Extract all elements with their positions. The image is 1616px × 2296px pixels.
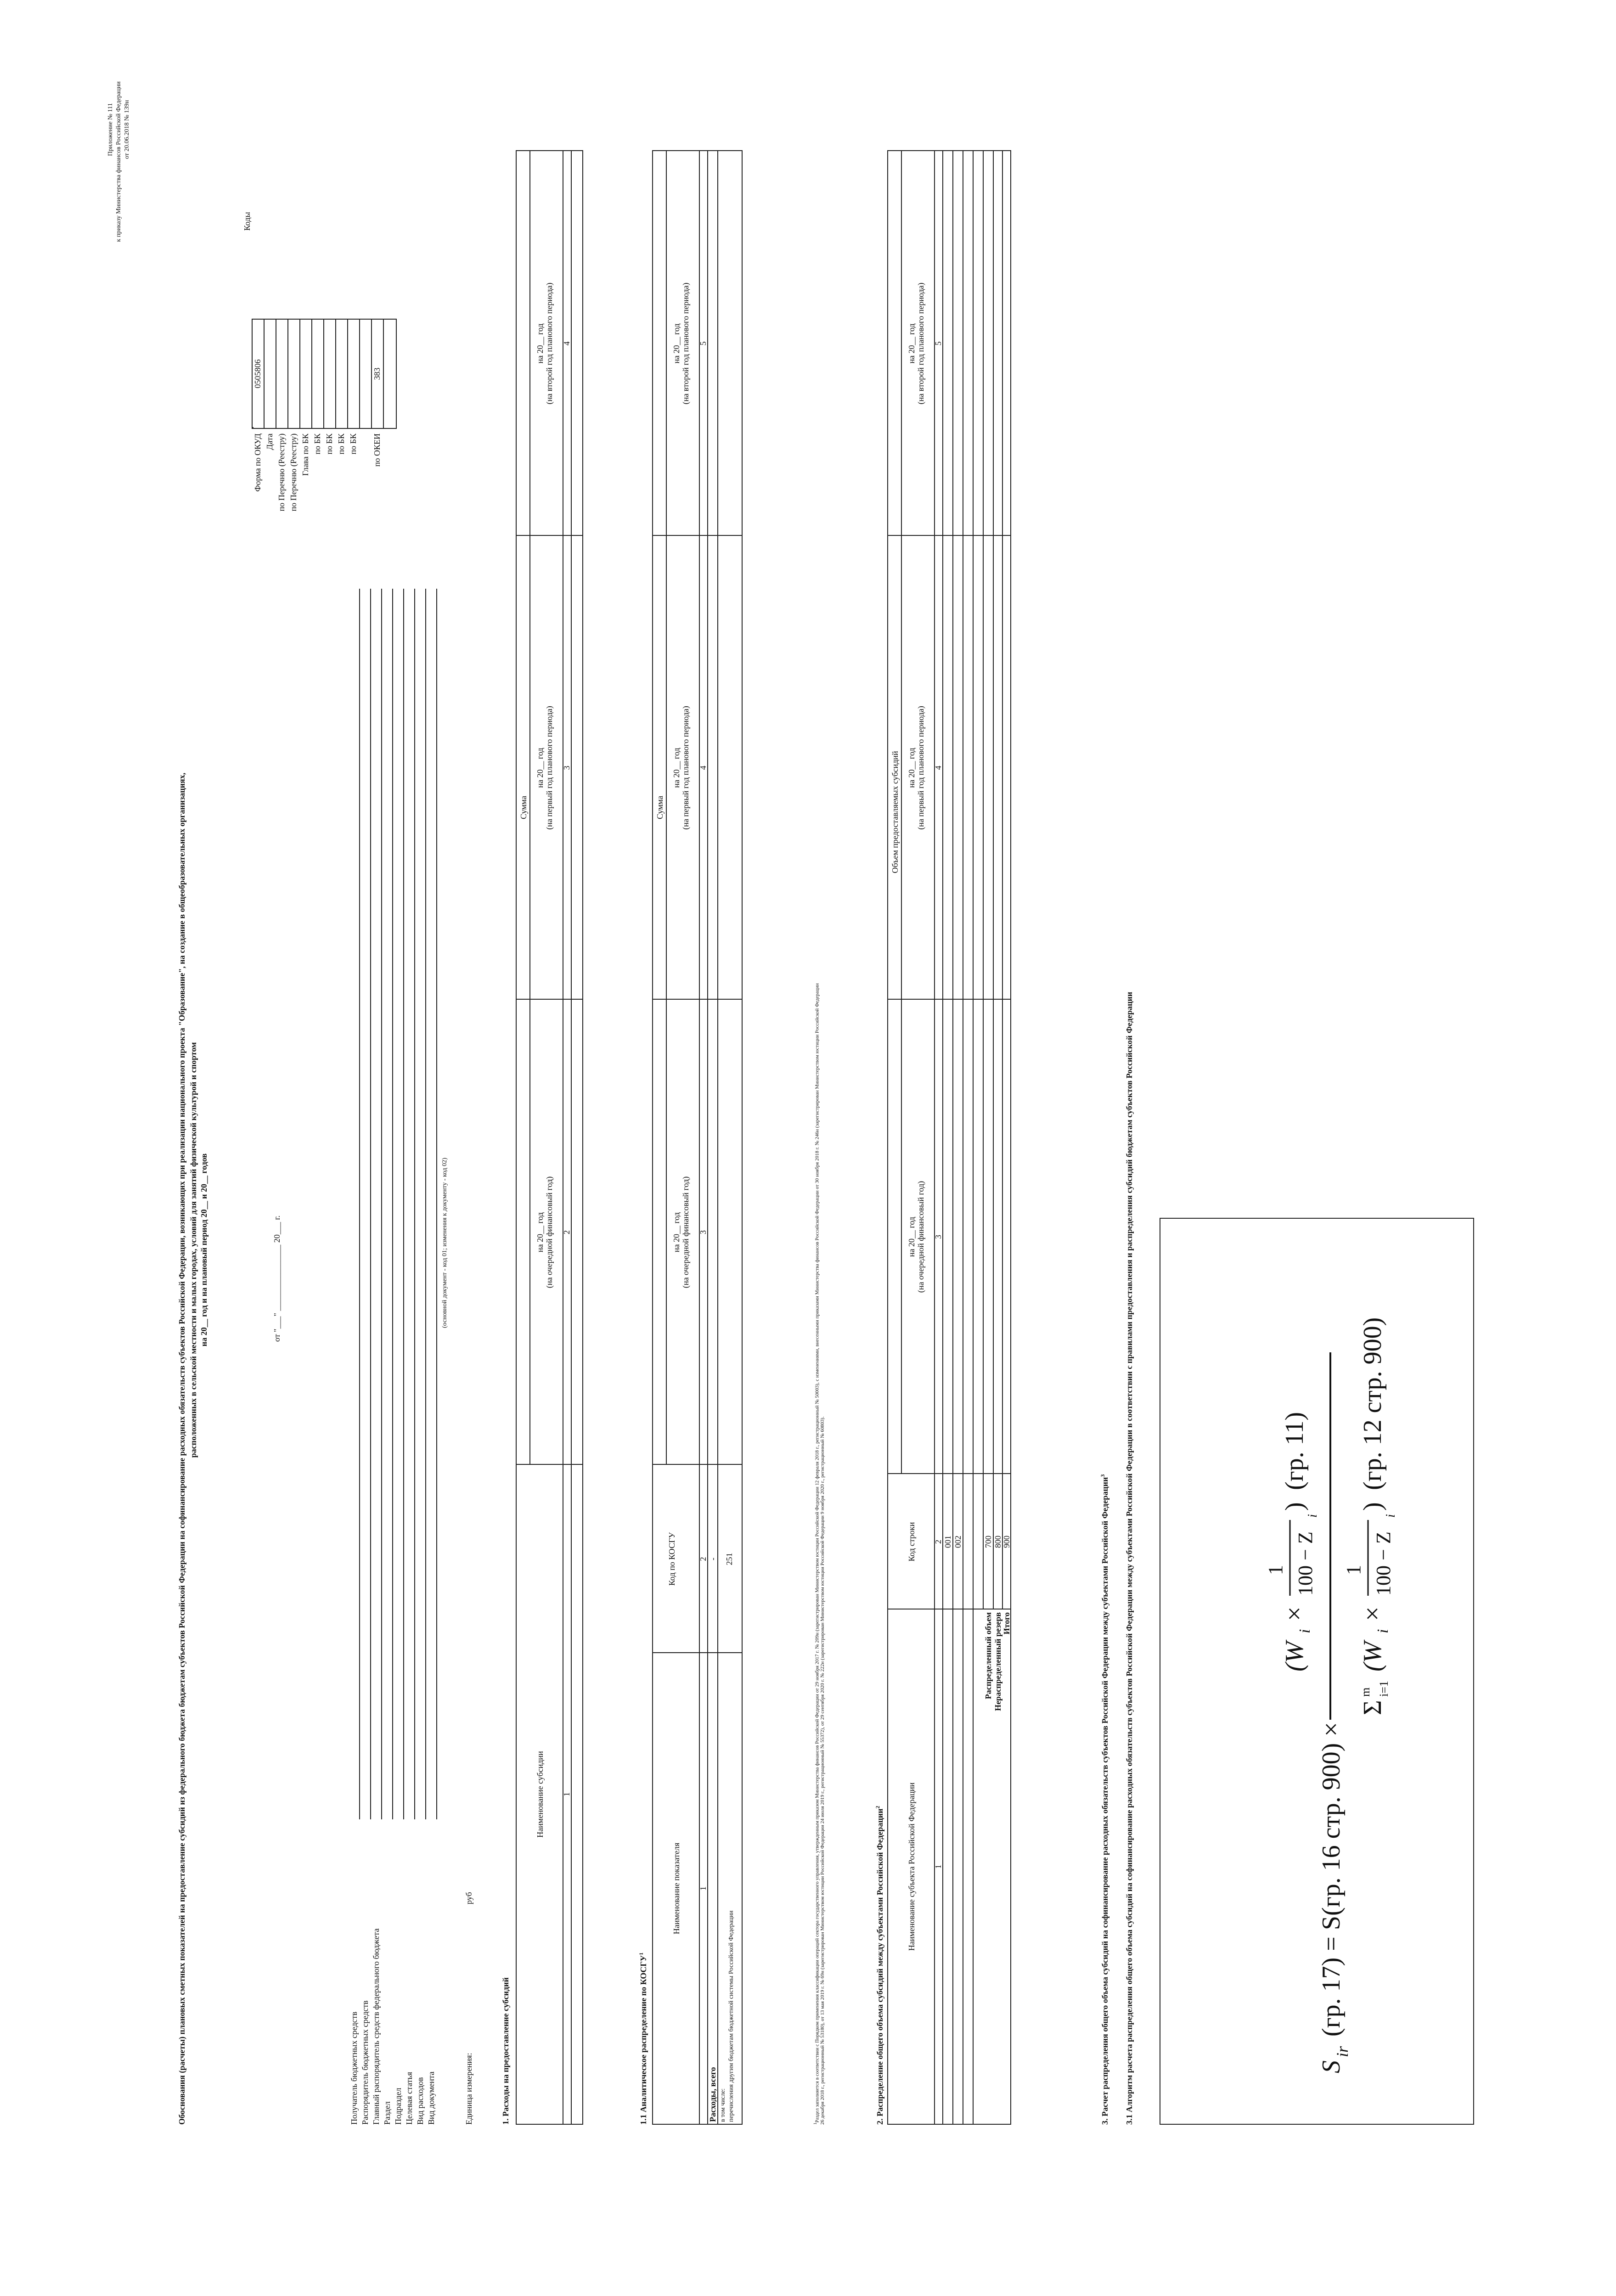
s11-col4-note: (на первый год планового периода): [681, 706, 690, 830]
section-3-1-title: 3.1 Алгоритм расчета распределения общего объема субсидий на софинансирование расходных обязательств субъектов Российской Федерации между субъектами Российской Федерации в соответствии с правилами предоставления и распределения субсидий бюджетам субъектов Российской Федерации: [1125, 991, 1134, 2125]
s1-col4-note: (на второй год планового периода): [545, 282, 554, 405]
codes-label: по БК: [349, 433, 358, 455]
field-line[interactable]: [392, 589, 393, 1819]
s11-sum-header: Сумма: [655, 796, 664, 819]
s2-col1-num: 1: [934, 1864, 943, 1869]
codes-label: по БК: [325, 433, 334, 455]
formula-lhs-arg: (гр. 17) = S(гр. 16 стр. 900) ×: [1317, 1722, 1346, 2037]
s11-col4-num: 4: [698, 765, 708, 770]
s1-col4-year: на 20__ год: [535, 323, 545, 364]
svg-text:i: i: [1384, 1514, 1398, 1518]
formula-num-one: 1: [1264, 1565, 1287, 1575]
field-line[interactable]: [381, 589, 382, 1819]
svg-text:100 − Z: 100 − Z: [1372, 1531, 1395, 1596]
s11-col3-note: (на очередной финансовый год): [681, 1176, 690, 1289]
s2-col3-num: 3: [934, 1235, 943, 1239]
codes-value: 383: [372, 367, 382, 380]
formula-num-tail: (гр. 11): [1280, 1412, 1309, 1490]
s2-row-total-name: Итого: [1002, 1612, 1011, 1635]
s11-col2-num: 2: [698, 1557, 708, 1561]
field-label: Распорядитель бюджетных средств: [360, 2000, 370, 2125]
s2-col3-year: на 20__ год: [907, 1216, 916, 1257]
s2-col5-num: 5: [934, 341, 943, 346]
svg-text:): ): [1358, 1502, 1387, 1511]
document-type-note: (основной документ - код 01; изменения к документу - код 02): [441, 1158, 448, 1328]
formula-num-den: 100 − Z: [1294, 1531, 1317, 1596]
s1-col1-num: 1: [562, 1792, 571, 1796]
s2-row-distributed-code: 700: [984, 1536, 993, 1548]
field-label: Главный распорядитель средств федерального бюджета: [372, 1928, 381, 2125]
formula-lhs: S: [1317, 2060, 1346, 2073]
s1-col4-num: 4: [562, 341, 571, 346]
codes-label: Форма по ОКУД: [253, 433, 262, 492]
s2-row-distributed-name: Распределенный объем: [984, 1612, 993, 1699]
field-line[interactable]: [359, 589, 360, 1819]
s2-sup: 2: [874, 1806, 881, 1809]
s11-col5-year: на 20__ год: [672, 323, 681, 364]
codes-label: по Перечню (Реестру): [277, 433, 286, 512]
s2-row-reserve-code: 800: [993, 1536, 1002, 1548]
formula-box: [1160, 1218, 1474, 2125]
s11-row-transfer-code: 251: [725, 1553, 734, 1565]
codes-label: Глава по БК: [301, 433, 310, 476]
codes-label: по Перечню (Реестру): [289, 433, 298, 512]
section-1-1-title: [636, 1953, 648, 2125]
codes-label: по БК: [337, 433, 346, 455]
field-line[interactable]: [403, 589, 404, 1819]
date-line: от "___" ________________ 20___ г.: [272, 1215, 282, 1342]
s11-sup: 1: [638, 1952, 644, 1955]
footnote-1-text-1: Раздел заполняется в соответствии с Порядком применения классификации операций сектора государственного управления, утвержденным приказом Министерства финансов Российской Федерации от 29 ноября 2017 г. № 209н (зарегистрирован Министерством юстиции Российской Федерации 12 февраля 2018 г., регистрационный № 50003), с изменениями, внесенными приказами Министерства финансов Российской Федерации от 30 ноября 2018 г. № 246н (зарегистрирован Министерством юстиции Российской Федерации: [814, 983, 820, 2123]
s2-row-total-code: 900: [1002, 1536, 1011, 1548]
s1-col2-year: на 20__ год: [535, 1212, 545, 1253]
s2-col2-num: 2: [934, 1540, 943, 1544]
s11-row-transfer-name: перечисления другим бюджетам бюджетной системы Российской Федерации: [728, 1910, 735, 2122]
svg-text:(W: (W: [1358, 1641, 1387, 1671]
svg-text:1: 1: [1342, 1565, 1365, 1575]
field-label: Вид расходов: [416, 2077, 425, 2125]
s11-row-total-name: Расходы, всего: [708, 2067, 717, 2122]
s2-col-name: Наименование субъекта Российской Федерации: [907, 1782, 916, 1951]
document-title-line-2: расположенных в сельской местности и малых городах, условий для занятий физической культурой и спортом: [189, 1042, 198, 1458]
s2-row1-code: 001: [943, 1536, 952, 1548]
s2-title-text: 2. Распределение общего объема субсидий между субъектами Российской Федерации: [875, 1808, 884, 2125]
footnote-1-line-2: 26 декабря 2018 г., регистрационный № 53180), от 13 мая 2019 г. № 69н (зарегистрирован Министерством юстиции Российской Федерации 24 июля 2019 г., регистрационный № 55372), от 29 сентября 2020 г. № 222н (зарегистрирован Министерством юстиции Российской Федерации 9 ноября 2020 г., регистрационный № 60803).: [820, 1416, 825, 2125]
svg-text:i: i: [1296, 1629, 1313, 1633]
svg-text:): ): [1280, 1502, 1309, 1511]
s2-col4-num: 4: [934, 765, 943, 770]
s11-col1-num: 1: [698, 1886, 708, 1891]
field-line[interactable]: [370, 589, 371, 1819]
unit-value: руб: [464, 1892, 473, 1904]
s1-col2-num: 2: [562, 1230, 571, 1234]
appendix-line-2: к приказу Министерства финансов Российской Федерации: [115, 81, 122, 242]
section-2-title: [873, 1806, 885, 2125]
s1-col3-year: на 20__ год: [535, 748, 545, 788]
formula-lhs-sub: ir: [1333, 2046, 1351, 2057]
s1-col2-note: (на очередной финансовый год): [545, 1176, 554, 1289]
field-line[interactable]: [414, 589, 415, 1819]
s11-col5-note: (на второй год планового периода): [681, 282, 690, 405]
codes-label: Дата: [265, 433, 274, 450]
section-1-table: [516, 150, 583, 2125]
formula-svg: [1160, 1219, 1473, 2124]
s11-col4-year: на 20__ год: [672, 748, 681, 788]
section-2-table: [887, 150, 1011, 2125]
formula-sum-bot: i=1: [1377, 1681, 1391, 1697]
s2-col3-note: (на очередной финансовый год): [916, 1181, 925, 1293]
s2-row2-code: 002: [953, 1536, 963, 1548]
s11-col5-num: 5: [698, 341, 708, 346]
s3-sup: 3: [1099, 1474, 1106, 1477]
s2-col-code: Код строки: [907, 1522, 916, 1562]
field-label: Получатель бюджетных средств: [349, 2011, 359, 2125]
s2-col5-note: (на второй год планового периода): [916, 282, 925, 405]
svg-text:×: ×: [1358, 1606, 1387, 1621]
s11-col3-num: 3: [698, 1230, 708, 1234]
svg-text:i: i: [1374, 1629, 1391, 1633]
unit-label: Единица измерения:: [464, 2053, 473, 2125]
svg-text:i: i: [1306, 1514, 1320, 1518]
s1-sum-header: Сумма: [519, 796, 528, 819]
appendix-line-3: от 20.06.2018 № 139н: [124, 100, 130, 159]
s11-col3-year: на 20__ год: [672, 1212, 681, 1253]
s1-col-name: Наименование субсидии: [535, 1751, 545, 1838]
section-1-1-table: [652, 150, 743, 2125]
s2-col4-note: (на первый год планового периода): [916, 706, 925, 830]
s2-vol-header: Объем предоставляемых субсидий: [890, 751, 900, 873]
field-label: Вид документа: [427, 2071, 436, 2125]
formula-num-times: ×: [1280, 1606, 1309, 1621]
field-line[interactable]: [436, 589, 437, 1819]
document-title-line-1: Обоснования (расчеты) плановых сметных показателей на предоставление субсидий из федерального бюджета бюджетам субъектов Российской Федерации на софинансирование расходных обязательств субъектов Российской Федерации, возникающих при реализации национального проекта "Образование", на создание в общеобразовательных организациях,: [177, 772, 186, 2125]
codes-value: 0505806: [253, 359, 262, 388]
s2-row-reserve-name: Нераспределенный резерв: [993, 1612, 1002, 1711]
codes-label: по БК: [313, 433, 322, 455]
s1-col3-num: 3: [562, 765, 571, 770]
codes-header: Коды: [242, 212, 252, 231]
s11-col-code: Код по КОСГУ: [667, 1532, 676, 1586]
footnote-1-sup: 1: [813, 2122, 817, 2125]
s11-row-incl-name: в том числе:: [720, 2088, 726, 2122]
formula-den-tail: (гр. 12 стр. 900): [1358, 1317, 1387, 1490]
field-label: Подраздел: [394, 2088, 403, 2125]
s3-title-text: 3. Расчет распределения общего объема субсидий на софинансирование расходных обязательств субъектов Российской Федерации между субъектами Российской Федерации: [1100, 1477, 1109, 2125]
s2-col4-year: на 20__ год: [907, 748, 916, 788]
section-3-title: [1098, 1474, 1110, 2125]
s11-row-total-code: -: [708, 1558, 717, 1560]
field-label: Раздел: [383, 2101, 392, 2125]
s11-col-name: Наименование показателя: [672, 1842, 681, 1935]
svg-text:Σ: Σ: [1358, 1700, 1387, 1715]
field-label: Целевая статья: [405, 2072, 414, 2125]
s11-title-text: 1.1 Аналитическое распределение по КОСГУ: [639, 1955, 648, 2125]
s1-col3-note: (на первый год планового периода): [545, 706, 554, 830]
document-title-line-3: на 20__ год и на плановый период 20__ и 20__ годов: [199, 1153, 208, 1347]
codes-label: по ОКЕИ: [372, 433, 382, 467]
formula-num-w: (W: [1280, 1641, 1309, 1671]
appendix-line-1: Приложение № 111: [107, 103, 114, 156]
s2-col5-year: на 20__ год: [907, 323, 916, 364]
section-1-title: 1. Расходы на предоставление субсидий: [501, 1977, 510, 2125]
field-line[interactable]: [425, 589, 426, 1819]
formula-sum-top: m: [1359, 1687, 1372, 1697]
